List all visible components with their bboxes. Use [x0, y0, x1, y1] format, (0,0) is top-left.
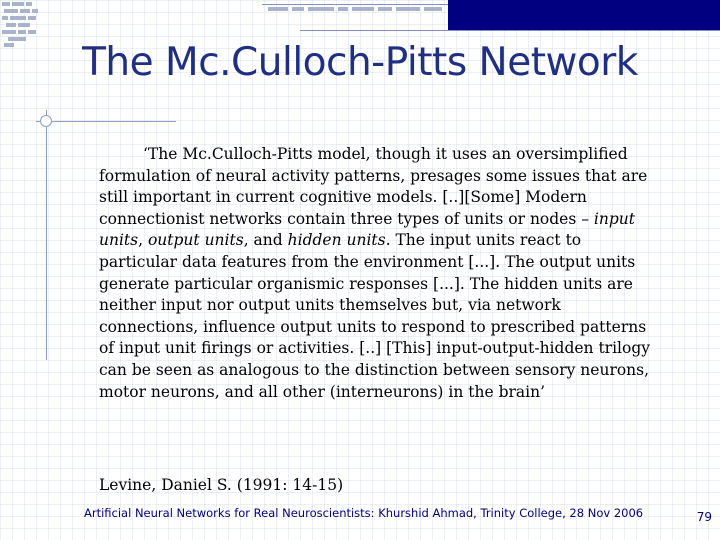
slide-title: The Mc.Culloch-Pitts Network: [82, 40, 638, 85]
quote-separator: ,: [138, 231, 148, 250]
quote-paragraph: [99, 144, 659, 403]
decorative-rule-vertical: [46, 110, 47, 360]
decorative-rule-horizontal: [36, 121, 176, 122]
citation: Levine, Daniel S. (1991: 14-15): [99, 476, 344, 494]
quote-text: ‘The Mc.Culloch-Pitts model, though it uses an oversimplified formulation of neural activity patterns, presages some issues that are still important in current cognitive models. [..][Some] Modern connectionist networks contain three types of units or nodes –: [99, 145, 648, 228]
term-hidden-units: hidden units: [287, 231, 386, 250]
term-output-units: output units: [147, 231, 244, 250]
quote-separator: , and: [243, 231, 288, 250]
term-input-units: input units: [99, 209, 635, 250]
page-number: 79: [696, 510, 712, 524]
footer-text: Artificial Neural Networks for Real Neuroscientists: Khurshid Ahmad, Trinity College, 28 Nov 2006: [84, 506, 644, 520]
header-band: [448, 0, 720, 30]
quote-text-continued: . The input units react to particular data features from the environment [...]. The output units generate particular organismic responses [...]. The hidden units are neither input nor output units themselves but, via network connections, influence output units to respond to prescribed patterns of input unit firings or activities. [..] [This] input-output-hidden trilogy can be seen as analogous to the distinction between sensory neurons, motor neurons, and all other (interneurons) in the brain’: [99, 231, 651, 401]
header-rule: [300, 30, 720, 31]
decorative-pattern-icon: [262, 2, 448, 14]
decorative-circle-icon: [40, 115, 52, 127]
